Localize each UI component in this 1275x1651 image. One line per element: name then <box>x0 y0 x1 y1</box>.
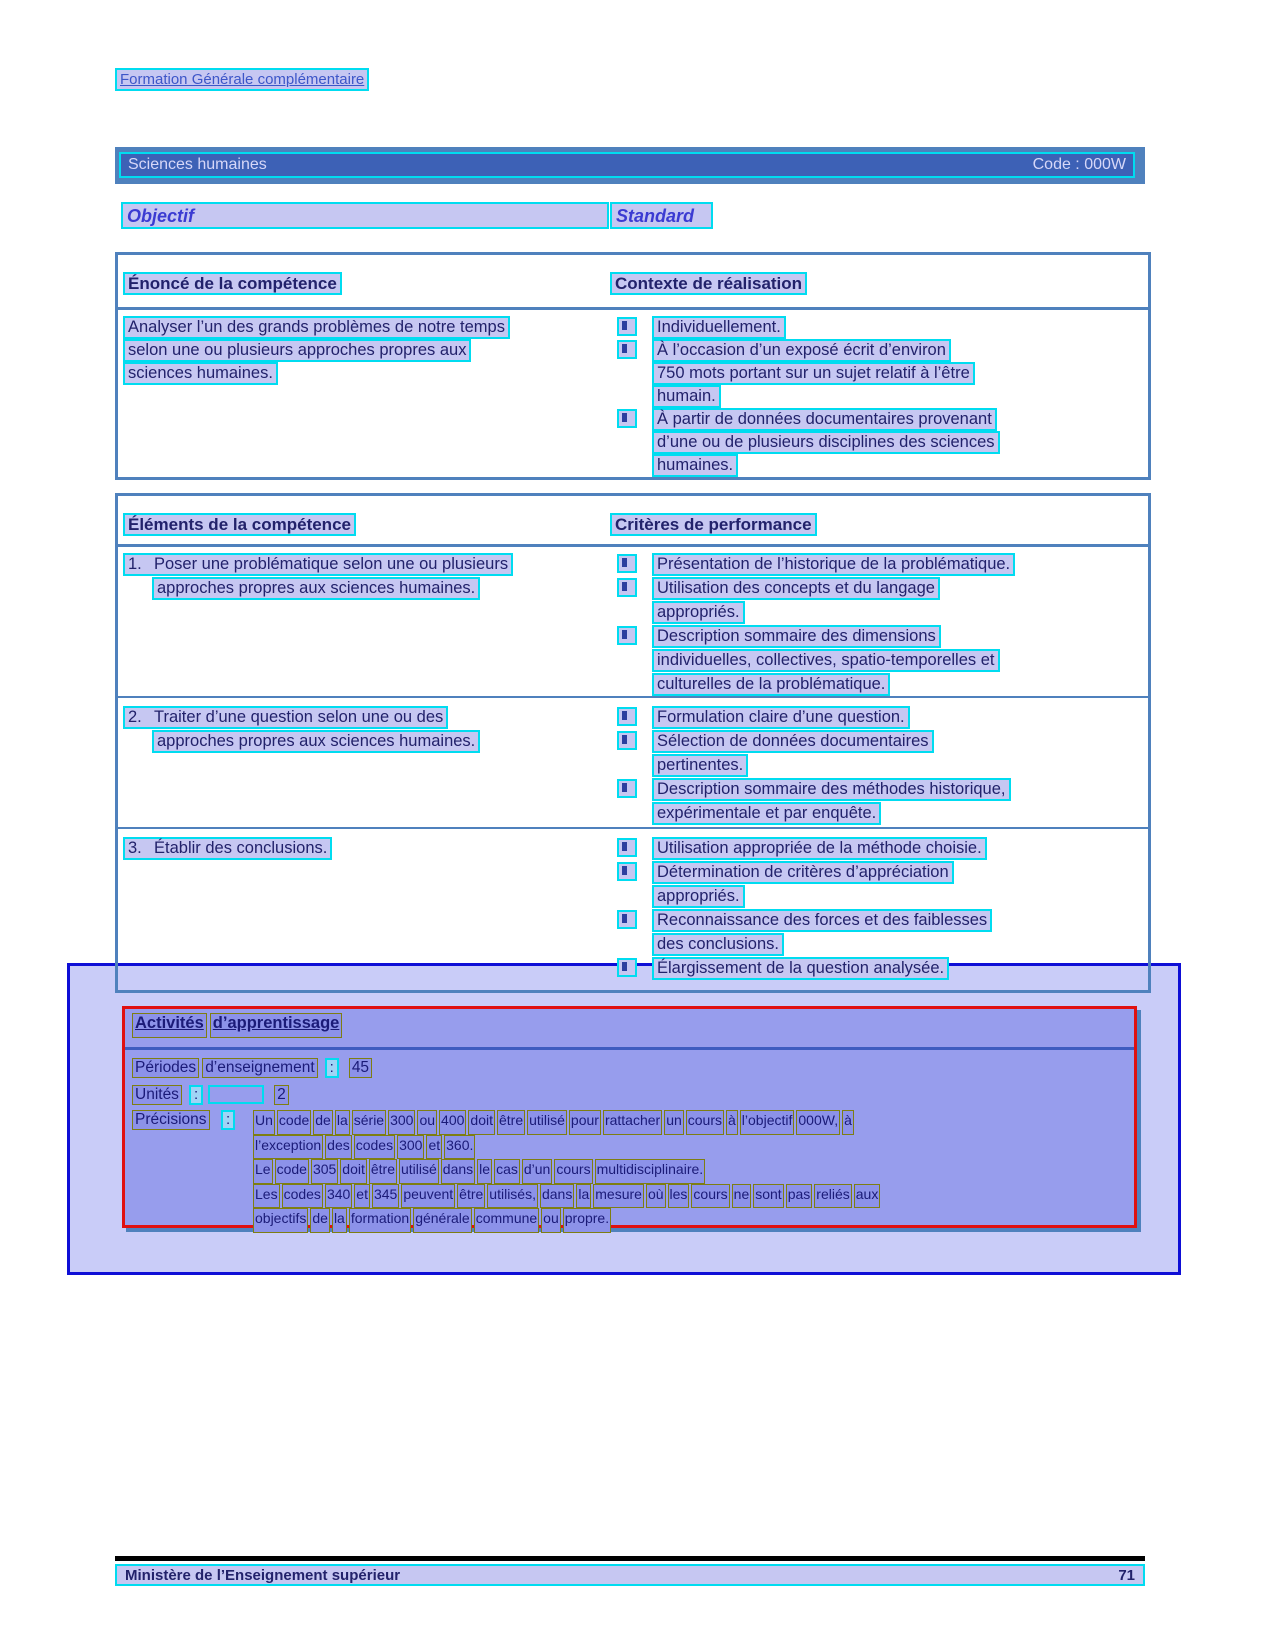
precisions-row <box>125 1110 1134 1233</box>
word-highlight: Les <box>253 1184 280 1209</box>
word-highlight: code <box>275 1159 309 1184</box>
word-highlight: aux <box>854 1184 881 1209</box>
standard-heading: Standard <box>610 202 713 229</box>
bullet-icon <box>617 910 637 929</box>
word-highlight: 345 <box>372 1184 399 1209</box>
course-title: Sciences humaines <box>128 156 267 173</box>
bullet-line: Détermination de critères d’appréciation <box>617 861 1148 885</box>
element-cell <box>118 837 610 981</box>
word-highlight: cours <box>691 1184 729 1209</box>
text-line: approches propres aux sciences humaines. <box>123 730 610 754</box>
text-line: sciences humaines. <box>123 362 610 385</box>
periods-row <box>125 1054 1134 1081</box>
text-line: approches propres aux sciences humaines. <box>123 577 610 601</box>
text-line <box>253 1135 1134 1160</box>
element-row-2 <box>118 696 1148 827</box>
word-highlight: Le <box>253 1159 273 1184</box>
text-line: Analyser l’un des grands problèmes de notre temps <box>123 316 610 339</box>
units-field-box <box>208 1085 264 1104</box>
text-line: 750 mots portant sur un sujet relatif à l’être <box>617 362 1148 385</box>
word-highlight: la <box>335 1110 350 1135</box>
word-highlight: d’enseignement <box>202 1058 317 1078</box>
word-highlight: doit <box>468 1110 495 1135</box>
word-highlight: la <box>576 1184 591 1209</box>
competence-table-header <box>118 255 1148 310</box>
word-highlight: Précisions <box>132 1110 210 1130</box>
bullet-line: À partir de données documentaires provenant <box>617 408 1148 431</box>
precisions-label <box>132 1110 213 1130</box>
bullet-icon <box>617 707 637 726</box>
word-highlight: et <box>426 1135 442 1160</box>
bullet-icon <box>617 731 637 750</box>
text-line: culturelles de la problématique. <box>617 673 1148 697</box>
word-highlight: 000W, <box>796 1110 840 1135</box>
word-highlight: cours <box>686 1110 724 1135</box>
activities-divider <box>125 1047 1134 1050</box>
course-header-bar <box>115 147 1145 184</box>
text-line <box>253 1184 1134 1209</box>
element-row-1 <box>118 547 1148 696</box>
word-highlight: 300 <box>388 1110 415 1135</box>
bullet-line: Utilisation appropriée de la méthode choisie. <box>617 837 1148 861</box>
word-highlight: utilisé <box>399 1159 439 1184</box>
text-line: humain. <box>617 385 1148 408</box>
word-highlight: de <box>313 1110 333 1135</box>
word-highlight: l’exception <box>253 1135 323 1160</box>
word-highlight: d’un <box>522 1159 552 1184</box>
word-highlight: être <box>497 1110 525 1135</box>
section-headings <box>121 202 713 229</box>
enonce-cell <box>118 316 610 477</box>
bullet-line: Élargissement de la question analysée. <box>617 957 1148 981</box>
text-line: appropriés. <box>617 885 1148 909</box>
contexte-cell <box>610 316 1148 477</box>
word-highlight: dans <box>540 1184 574 1209</box>
word-highlight: formation <box>349 1208 411 1233</box>
doc-category-label: Formation Générale complémentaire <box>115 68 369 91</box>
word-highlight: 400 <box>439 1110 466 1135</box>
word-highlight: doit <box>340 1159 367 1184</box>
word-highlight: à <box>726 1110 738 1135</box>
competence-table <box>115 252 1151 480</box>
activities-title <box>125 1009 345 1038</box>
word-highlight: où <box>646 1184 666 1209</box>
word-highlight: série <box>352 1110 386 1135</box>
bullet-icon <box>617 554 637 573</box>
element-row-3 <box>118 827 1148 981</box>
text-line <box>253 1110 1134 1135</box>
word-highlight: cours <box>554 1159 592 1184</box>
word-highlight: code <box>277 1110 311 1135</box>
word-highlight: le <box>477 1159 492 1184</box>
word-highlight: Un <box>253 1110 275 1135</box>
units-label <box>132 1085 185 1105</box>
doc-category <box>115 68 369 91</box>
col-header-criteres: Critères de performance <box>610 513 817 536</box>
col-header-contexte: Contexte de réalisation <box>610 272 807 295</box>
units-value: 2 <box>274 1085 289 1105</box>
word-highlight: de <box>310 1208 330 1233</box>
bullet-line: Reconnaissance des forces et des faiblesses <box>617 909 1148 933</box>
element-cell <box>118 553 610 696</box>
word-highlight: dans <box>441 1159 475 1184</box>
text-line <box>253 1208 1134 1233</box>
text-line: d’une ou de plusieurs disciplines des sciences <box>617 431 1148 454</box>
text-line <box>253 1159 1134 1184</box>
footer-ministry: Ministère de l’Enseignement supérieur <box>125 1566 401 1584</box>
bullet-icon <box>617 578 637 597</box>
bullet-line: Sélection de données documentaires <box>617 730 1148 754</box>
word-highlight: un <box>664 1110 684 1135</box>
col-header-enonce: Énoncé de la compétence <box>123 272 342 295</box>
word-highlight: pas <box>786 1184 813 1209</box>
text-line: selon une ou plusieurs approches propres aux <box>123 339 610 362</box>
word-highlight: Unités <box>132 1085 182 1105</box>
text-line: expérimentale et par enquête. <box>617 802 1148 826</box>
activities-box <box>122 1006 1137 1228</box>
bullet-icon <box>617 317 637 336</box>
word-highlight: et <box>354 1184 370 1209</box>
word-highlight: ou <box>541 1208 561 1233</box>
bullet-line: Description sommaire des méthodes historique, <box>617 778 1148 802</box>
criteres-cell <box>610 553 1148 696</box>
footer-bar <box>115 1564 1145 1586</box>
word-highlight: objectifs <box>253 1208 308 1233</box>
word-highlight: Activités <box>132 1013 207 1038</box>
periods-label <box>132 1058 321 1078</box>
word-highlight: cas <box>494 1159 520 1184</box>
numbered-line: 3. Établir des conclusions. <box>123 837 610 861</box>
text-line: individuelles, collectives, spatio-temporelles et <box>617 649 1148 673</box>
elements-table <box>115 493 1151 993</box>
word-highlight: les <box>668 1184 690 1209</box>
word-highlight: 300 <box>397 1135 424 1160</box>
units-colon: : <box>189 1085 203 1105</box>
bullet-line: Utilisation des concepts et du langage <box>617 577 1148 601</box>
bullet-icon <box>617 340 637 359</box>
word-highlight: peuvent <box>401 1184 455 1209</box>
word-highlight: ou <box>417 1110 437 1135</box>
word-highlight: propre. <box>563 1208 611 1233</box>
precisions-label-cell <box>132 1110 253 1233</box>
footer-rule <box>115 1556 1145 1561</box>
word-highlight: pour <box>569 1110 601 1135</box>
bullet-line: À l’occasion d’un exposé écrit d’environ <box>617 339 1148 362</box>
word-highlight: multidisciplinaire. <box>595 1159 706 1184</box>
course-header-highlight <box>119 152 1135 178</box>
word-highlight: des <box>325 1135 352 1160</box>
periods-value: 45 <box>349 1058 372 1078</box>
criteres-cell <box>610 837 1148 981</box>
word-highlight: reliés <box>814 1184 851 1209</box>
col-header-elements: Éléments de la compétence <box>123 513 356 536</box>
word-highlight: être <box>369 1159 397 1184</box>
word-highlight: 360. <box>444 1135 475 1160</box>
numbered-line: 1. Poser une problématique selon une ou plusieurs <box>123 553 610 577</box>
bullet-line: Formulation claire d’une question. <box>617 706 1148 730</box>
word-highlight: utilisés, <box>487 1184 538 1209</box>
footer-page-number: 71 <box>1118 1566 1135 1584</box>
bullet-icon <box>617 779 637 798</box>
bullet-icon <box>617 838 637 857</box>
word-highlight: la <box>332 1208 347 1233</box>
bullet-line: Individuellement. <box>617 316 1148 339</box>
word-highlight: codes <box>282 1184 323 1209</box>
word-highlight: d’apprentissage <box>210 1013 343 1038</box>
word-highlight: codes <box>354 1135 395 1160</box>
word-highlight: générale <box>413 1208 472 1233</box>
bullet-line: Description sommaire des dimensions <box>617 625 1148 649</box>
word-highlight: ne <box>732 1184 752 1209</box>
elements-table-header <box>118 496 1148 547</box>
periods-colon: : <box>325 1058 339 1078</box>
word-highlight: sont <box>753 1184 783 1209</box>
bullet-icon <box>617 626 637 645</box>
bullet-line: Présentation de l’historique de la problématique. <box>617 553 1148 577</box>
units-row <box>125 1081 1134 1108</box>
text-line: humaines. <box>617 454 1148 477</box>
bullet-icon <box>617 958 637 977</box>
course-code: Code : 000W <box>1032 156 1126 173</box>
word-highlight: être <box>457 1184 485 1209</box>
text-line: appropriés. <box>617 601 1148 625</box>
word-highlight: 340 <box>325 1184 352 1209</box>
precisions-text <box>253 1110 1134 1233</box>
word-highlight: mesure <box>593 1184 644 1209</box>
bullet-icon <box>617 862 637 881</box>
bullet-icon <box>617 409 637 428</box>
word-highlight: utilisé <box>527 1110 567 1135</box>
numbered-line: 2. Traiter d’une question selon une ou des <box>123 706 610 730</box>
word-highlight: Périodes <box>132 1058 199 1078</box>
competence-table-body <box>118 310 1148 477</box>
word-highlight: 305 <box>311 1159 338 1184</box>
word-highlight: commune <box>474 1208 539 1233</box>
word-highlight: l’objectif <box>740 1110 795 1135</box>
element-cell <box>118 706 610 827</box>
objectif-heading: Objectif <box>121 202 609 229</box>
precisions-colon: : <box>221 1110 235 1130</box>
word-highlight: rattacher <box>603 1110 662 1135</box>
word-highlight: à <box>842 1110 854 1135</box>
text-line: pertinentes. <box>617 754 1148 778</box>
criteres-cell <box>610 706 1148 827</box>
text-line: des conclusions. <box>617 933 1148 957</box>
